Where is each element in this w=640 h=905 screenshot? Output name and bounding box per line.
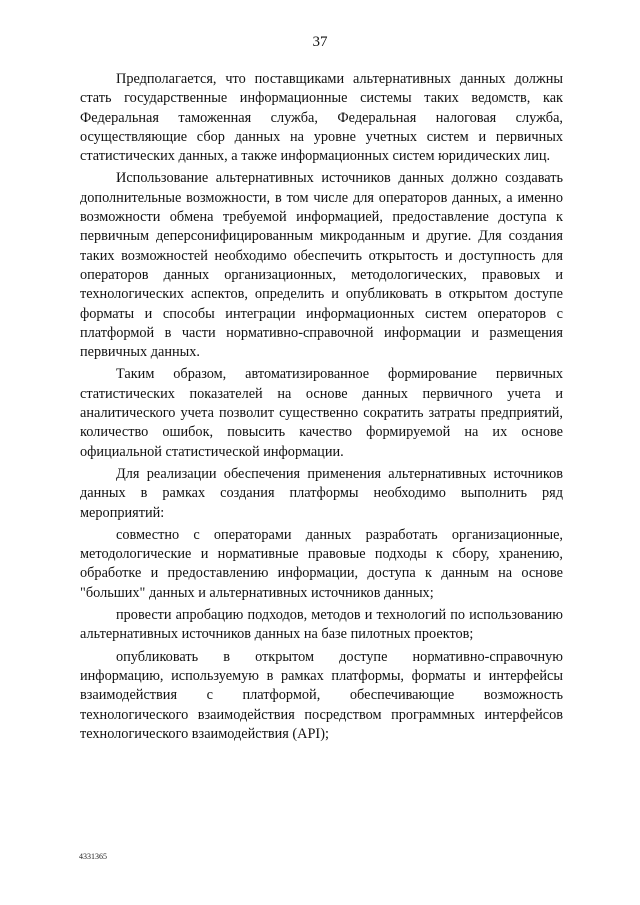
list-item-develop-approaches: совместно с операторами данных разработать организационные, методологические и нормативные правовые подходы к сбору, хранению, обработке и предоставлению информации, доступа к данным на основе "больших" данных и альтернативных источников данных; <box>80 526 563 601</box>
paragraph-automated-formation: Таким образом, автоматизированное формирование первичных статистических показателей на основе данных первичного учета и аналитического учета позволит существенно сократить затраты предприятий, количество ошибок, повысить качество формируемой на их основе официальной статистической информации. <box>80 366 563 460</box>
document-body <box>80 70 563 747</box>
list-item-pilot-testing: провести апробацию подходов, методов и технологий по использованию альтернативных источников данных на базе пилотных проектов; <box>80 607 563 643</box>
list-item-publish-reference-info: опубликовать в открытом доступе нормативно-справочную информацию, используемую в рамках платформы, форматы и интерфейсы взаимодействия с платформой, обеспечивающие возможность технологического взаимодействия посредством программных интерфейсов технологического взаимодействия (API); <box>80 648 563 742</box>
page-number: 37 <box>312 34 328 50</box>
document-code: 4331365 <box>79 852 107 861</box>
paragraph-alternative-sources-use: Использование альтернативных источников данных должно создавать дополнительные возможности, в том числе для операторов данных, а именно возможности обмена требуемой информацией, предоставление доступа к первичным деперсонифицированным микроданным и другие. Для создания таких возможностей необходимо обеспечить открытость и доступность для операторов данных организационных, методологических, правовых и технологических аспектов, определить и опубликовать в открытом доступе форматы и способы интеграции информационных систем операторов с платформой в части нормативно-справочной информации и размещения первичных данных. <box>80 170 563 361</box>
paragraph-measures-intro: Для реализации обеспечения применения альтернативных источников данных в рамках создания платформы необходимо выполнить ряд мероприятий: <box>80 465 563 521</box>
paragraph-data-suppliers: Предполагается, что поставщиками альтернативных данных должны стать государственные информационные системы таких ведомств, как Федеральная таможенная служба, Федеральная налоговая служба, осуществляющие сбор данных на уровне учетных систем и первичных статистических данных, а также информационных систем юридических лиц. <box>80 71 563 165</box>
